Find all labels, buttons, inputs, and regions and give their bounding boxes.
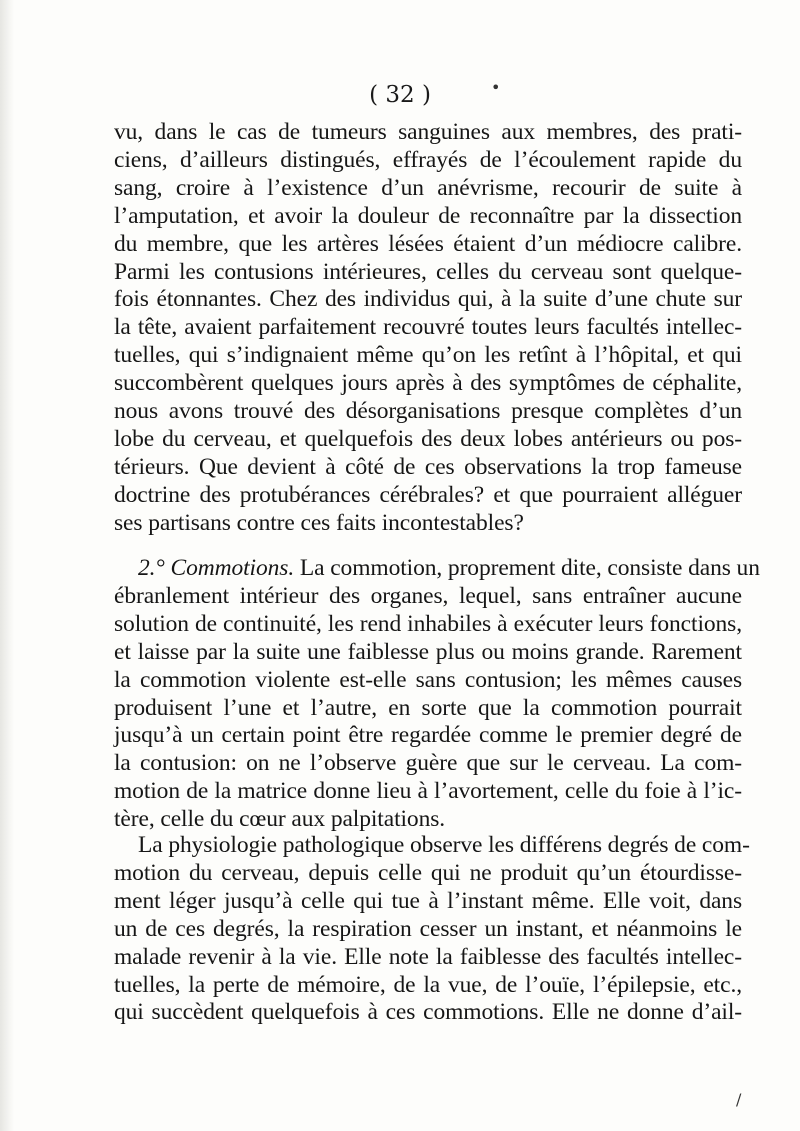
- text-line: solution de continuité, les rend inhabiles à exécuter leurs fonctions,: [114, 610, 742, 637]
- ink-tick-mark: /: [736, 1090, 742, 1109]
- text-line: fois étonnantes. Chez des individus qui, à la suite d’une chute sur: [114, 286, 742, 313]
- text-line: un de ces degrés, la respiration cesser un instant, et néanmoins le: [114, 915, 742, 942]
- text-line: lobe du cerveau, et quelquefois des deux lobes antérieurs ou pos-: [114, 425, 742, 452]
- text-line: motion du cerveau, depuis celle qui ne produit qu’un étourdisse-: [114, 859, 742, 886]
- scan-edge-shadow: [0, 0, 14, 1131]
- text-line: nous avons trouvé des désorganisations presque complètes d’un: [114, 398, 742, 425]
- text-line: qui succèdent quelquefois à ces commotions. Elle ne donne d’ail-: [114, 999, 742, 1026]
- text-line: doctrine des protubérances cérébrales? et que pourraient alléguer: [114, 481, 742, 508]
- text-line: la contusion: on ne l’observe guère que sur le cerveau. La com-: [114, 750, 742, 777]
- text-line: tère, celle du cœur aux palpitations.: [114, 806, 446, 833]
- text-line: ses partisans contre ces faits incontestables?: [114, 509, 524, 536]
- page-number: ( 32 ): [369, 82, 431, 108]
- paragraph-commotions: [114, 555, 760, 834]
- text-line: succombèrent quelques jours après à des symptômes de céphalite,: [114, 370, 742, 397]
- heading-line-rest: La commotion, proprement dite, consiste dans un: [294, 555, 760, 581]
- text-line: et laisse par la suite une faiblesse plus ou moins grande. Rarement: [114, 638, 742, 665]
- text-line: la tête, avaient parfaitement recouvré toutes leurs facultés intellec-: [114, 314, 742, 341]
- text-line: du membre, que les artères lésées étaient d’un médiocre calibre.: [114, 230, 742, 257]
- ink-dot-mark: •: [491, 78, 501, 97]
- text-line: tuelles, qui s’indignaient même qu’on les retînt à l’hôpital, et qui: [114, 342, 742, 369]
- text-line: Parmi les contusions intérieures, celles du cerveau sont quelque-: [114, 258, 742, 285]
- text-line: motion de la matrice donne lieu à l’avortement, celle du foie à l’ic-: [114, 778, 742, 805]
- text-line: jusqu’à un certain point être regardée comme le premier degré de: [114, 722, 742, 749]
- text-line: sang, croire à l’existence d’un anévrisme, recourir de suite à: [114, 174, 742, 201]
- paragraph-contusions-continued: [114, 119, 742, 538]
- text-line: l’amputation, et avoir la douleur de reconnaître par la dissection: [114, 202, 742, 229]
- text-line-with-heading: [114, 555, 760, 583]
- text-line: térieurs. Que devient à côté de ces observations la trop fameuse: [114, 453, 742, 480]
- text-line: produisent l’une et l’autre, en sorte que la commotion pourrait: [114, 694, 742, 721]
- text-line: tuelles, la perte de mémoire, de la vue, de l’ouïe, l’épilepsie, etc.,: [114, 971, 742, 998]
- text-line: La physiologie pathologique observe les différens degrés de com-: [138, 832, 750, 858]
- section-heading-commotions: 2.° Commotions.: [138, 555, 295, 581]
- text-line: vu, dans le cas de tumeurs sanguines aux membres, des prati-: [114, 119, 742, 145]
- text-line: malade revenir à la vie. Elle note la faiblesse des facultés intellec-: [114, 943, 742, 970]
- text-line: ment léger jusqu’à celle qui tue à l’instant même. Elle voit, dans: [114, 887, 742, 914]
- text-line: ciens, d’ailleurs distingués, effrayés de l’écoulement rapide du: [114, 146, 742, 173]
- text-line: ébranlement intérieur des organes, lequel, sans entraîner aucune: [114, 582, 742, 609]
- paragraph-physiology: [114, 832, 750, 1027]
- text-line: la commotion violente est-elle sans contusion; les mêmes causes: [114, 666, 742, 693]
